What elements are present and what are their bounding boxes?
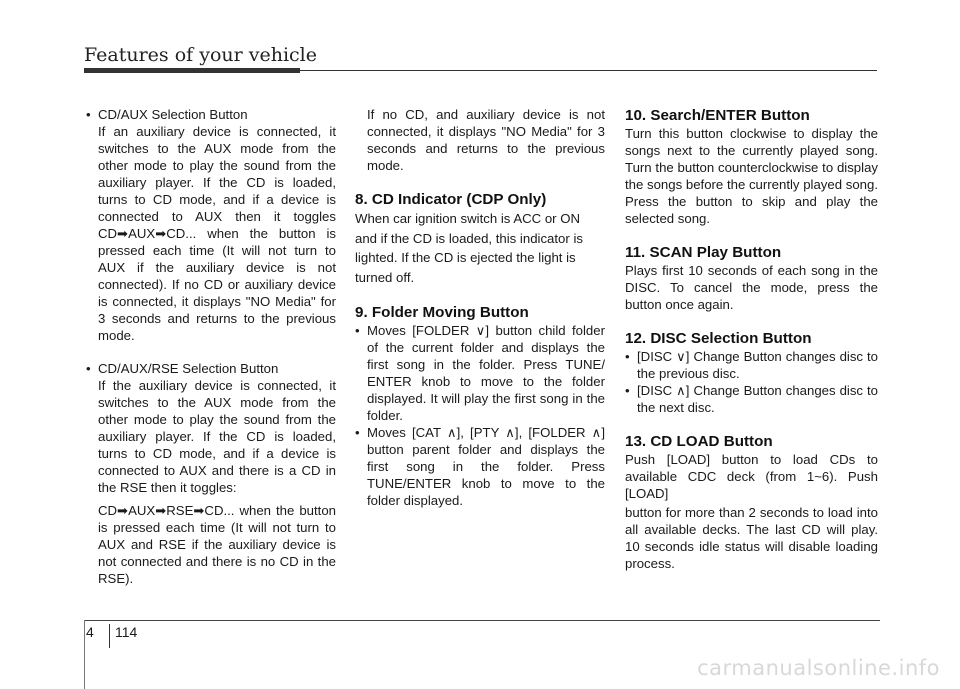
column-2: [355, 106, 605, 509]
disc-down-text: • [DISC ∨] Change Button changes disc to the previous disc.: [625, 348, 878, 382]
cd-indicator-text: When car ignition switch is ACC or ON and if the CD is loaded, this indicator is lighted. If the CD is ejected the light is turned off.: [355, 211, 583, 285]
footer-separator: [109, 624, 110, 648]
folder-down-text: • Moves [FOLDER ∨] button child folder of the current folder and displays the first song in the folder. Press TUNE/ ENTER knob to move to the folder displayed. It will play the first song in the folder.: [355, 322, 605, 424]
cd-aux-rse-selection-label: • CD/AUX/RSE Selection Button: [86, 360, 336, 377]
column-3: [625, 106, 878, 572]
header-rule-thick: [84, 68, 300, 73]
cd-load-text-2: button for more than 2 seconds to load into all available decks. The last CD will play. 10 seconds idle status will disable loading process.: [625, 505, 878, 571]
search-enter-text: Turn this button clockwise to display the songs next to the currently played song. Turn the button counterclockwise to display the songs before the currently played song. Press the button to skip and play the selected song.: [625, 126, 878, 226]
column-1: [86, 106, 336, 587]
header-rule-thin: [300, 70, 877, 71]
heading-cd-indicator: 8. CD Indicator (CDP Only): [355, 191, 547, 208]
heading-disc-selection: 12. DISC Selection Button: [625, 330, 812, 347]
page-number: 114: [115, 624, 138, 640]
scan-play-text: Plays first 10 seconds of each song in the DISC. To cancel the mode, press the button once again.: [625, 263, 878, 312]
cd-load-text-1: Push [LOAD] button to load CDs to available CDC deck (from 1~6). Push [LOAD]: [625, 452, 878, 501]
heading-scan-play: 11. SCAN Play Button: [625, 244, 782, 261]
cd-aux-selection-label: • CD/AUX Selection Button: [86, 106, 336, 123]
folder-up-text: • Moves [CAT ∧], [PTY ∧], [FOLDER ∧] button parent folder and displays the first song in the folder. Press TUNE/ENTER knob to move to the folder displayed.: [355, 424, 605, 509]
cd-aux-selection-text: If an auxiliary device is connected, it switches to the AUX mode from the other mode to play the sound from the auxiliary player. If the CD is loaded, turns to CD mode, and if a device is connected to AUX then it toggles CD➡AUX➡CD... when the button is pressed each time (It will not turn to AUX if the auxiliary device is not connected). If no CD or auxiliary device is connected, it displays "NO Media" for 3 seconds and returns to the previous mode.: [98, 124, 336, 343]
watermark: carmanualsonline.info: [697, 656, 940, 680]
cd-aux-rse-toggle-text: CD➡AUX➡RSE➡CD... when the button is pressed each time (It will not turn to AUX and RSE if the auxiliary device is not connected and there is no CD in the RSE).: [98, 503, 336, 586]
footer-left-line: [84, 620, 85, 689]
chapter-number: 4: [86, 624, 94, 640]
no-media-continuation: If no CD, and auxiliary device is not connected, it displays "NO Media" for 3 seconds and returns to the previous mode.: [367, 107, 605, 173]
disc-up-text: • [DISC ∧] Change Button changes disc to the next disc.: [625, 382, 878, 416]
cd-aux-rse-selection-text: If the auxiliary device is connected, it switches to the AUX mode from the other mode to play the sound from the auxiliary player. If the CD is loaded, turns to CD mode, and if a device is connected to AUX and there is a CD in the RSE then it toggles:: [98, 378, 336, 495]
heading-folder-moving: 9. Folder Moving Button: [355, 304, 529, 321]
heading-search-enter: 10. Search/ENTER Button: [625, 107, 810, 124]
page-header-title: Features of your vehicle: [84, 44, 318, 66]
heading-cd-load: 13. CD LOAD Button: [625, 433, 773, 450]
footer-rule: [84, 620, 880, 621]
